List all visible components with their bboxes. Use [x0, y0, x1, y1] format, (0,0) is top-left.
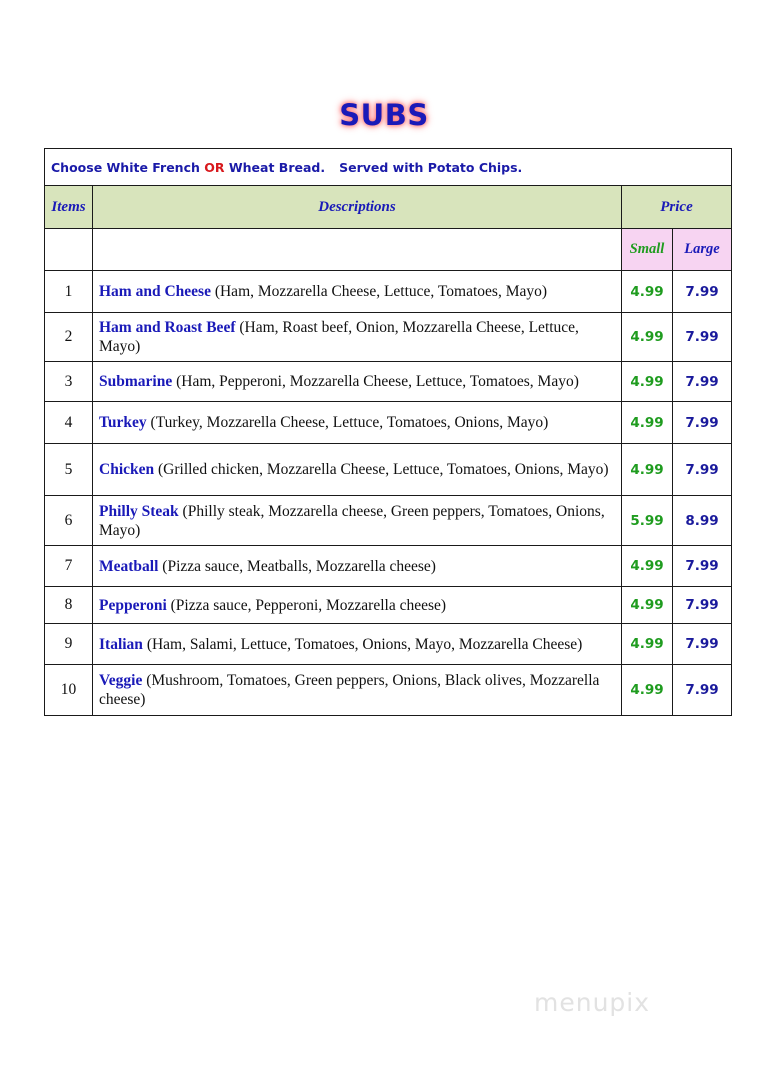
bread-note-part2: Wheat Bread. [224, 159, 326, 175]
item-number: 9 [45, 624, 93, 665]
item-ingredients: (Pizza sauce, Pepperoni, Mozzarella cheese) [166, 596, 447, 614]
item-description [93, 402, 622, 444]
price-large: 8.99 [673, 496, 732, 546]
price-small: 5.99 [622, 496, 673, 546]
item-ingredients: (Ham, Pepperoni, Mozzarella Cheese, Lettuce, Tomatoes, Mayo) [172, 373, 579, 390]
item-number: 2 [45, 313, 93, 362]
item-description [93, 362, 622, 402]
item-description [93, 271, 622, 313]
item-name: Turkey [99, 414, 147, 431]
item-description [93, 624, 622, 665]
bread-note-or: OR [204, 159, 225, 175]
item-name: Ham and Roast Beef [99, 319, 236, 336]
blank-cell [45, 229, 93, 271]
item-name: Ham and Cheese [99, 283, 211, 300]
item-name: Veggie [99, 672, 143, 689]
table-row [45, 402, 732, 444]
table-row [45, 546, 732, 587]
item-ingredients: (Grilled chicken, Mozzarella Cheese, Lettuce, Tomatoes, Onions, Mayo) [154, 461, 609, 478]
item-ingredients: (Ham, Mozzarella Cheese, Lettuce, Tomatoes, Mayo) [210, 283, 548, 300]
header-large: Large [673, 229, 732, 271]
table-row [45, 444, 732, 496]
item-description [93, 587, 622, 624]
price-small: 4.99 [622, 665, 673, 716]
header-items: Items [45, 186, 93, 229]
price-large: 7.99 [673, 444, 732, 496]
item-ingredients: (Ham, Roast beef, Onion, Mozzarella Cheese, Lettuce, Mayo) [99, 319, 579, 355]
menupix-watermark: menupix [534, 988, 651, 1017]
item-description [93, 444, 622, 496]
price-small: 4.99 [622, 444, 673, 496]
item-number: 5 [45, 444, 93, 496]
item-number: 7 [45, 546, 93, 587]
price-large: 7.99 [673, 362, 732, 402]
table-row [45, 313, 732, 362]
table-row [45, 271, 732, 313]
table-row [45, 624, 732, 665]
table-row [45, 665, 732, 716]
header-descriptions: Descriptions [93, 186, 622, 229]
item-description [93, 313, 622, 362]
item-ingredients: (Turkey, Mozzarella Cheese, Lettuce, Tomatoes, Onions, Mayo) [146, 414, 549, 431]
price-large: 7.99 [673, 546, 732, 587]
table-row [45, 496, 732, 546]
table-row [45, 362, 732, 402]
header-row [45, 186, 732, 229]
item-description [93, 496, 622, 546]
price-large: 7.99 [673, 402, 732, 444]
size-header-row [45, 229, 732, 271]
table-row [45, 587, 732, 624]
bread-note-part1: Choose White French [51, 159, 205, 175]
item-name: Chicken [99, 461, 155, 478]
item-number: 4 [45, 402, 93, 444]
price-small: 4.99 [622, 587, 673, 624]
header-small: Small [622, 229, 673, 271]
item-description [93, 546, 622, 587]
item-number: 8 [45, 587, 93, 624]
item-number: 6 [45, 496, 93, 546]
price-large: 7.99 [673, 624, 732, 665]
item-name: Meatball [99, 557, 159, 575]
price-small: 4.99 [622, 546, 673, 587]
page-title: SUBS [339, 98, 429, 132]
price-small: 4.99 [622, 624, 673, 665]
item-name: Italian [99, 635, 143, 653]
item-ingredients: (Ham, Salami, Lettuce, Tomatoes, Onions, Mayo, Mozzarella Cheese) [142, 635, 583, 653]
item-description [93, 665, 622, 716]
item-ingredients: (Pizza sauce, Meatballs, Mozzarella cheese) [158, 557, 436, 575]
price-large: 7.99 [673, 665, 732, 716]
price-large: 7.99 [673, 587, 732, 624]
item-name: Philly Steak [99, 502, 179, 520]
item-name: Pepperoni [99, 596, 167, 614]
price-small: 4.99 [622, 402, 673, 444]
price-small: 4.99 [622, 313, 673, 362]
item-ingredients: (Philly steak, Mozzarella cheese, Green peppers, Tomatoes, Onions, Mayo) [99, 502, 605, 539]
price-large: 7.99 [673, 313, 732, 362]
item-number: 3 [45, 362, 93, 402]
item-number: 10 [45, 665, 93, 716]
item-ingredients: (Mushroom, Tomatoes, Green peppers, Onions, Black olives, Mozzarella cheese) [99, 672, 600, 708]
price-small: 4.99 [622, 362, 673, 402]
menu-table-body [45, 149, 732, 716]
price-small: 4.99 [622, 271, 673, 313]
subs-menu-table [44, 148, 732, 716]
header-price: Price [622, 186, 732, 229]
bread-note-row [45, 149, 732, 186]
blank-cell [93, 229, 622, 271]
item-name: Submarine [99, 373, 173, 390]
price-large: 7.99 [673, 271, 732, 313]
item-number: 1 [45, 271, 93, 313]
bread-note [45, 149, 732, 186]
bread-note-part3: Served with Potato Chips. [339, 159, 523, 175]
